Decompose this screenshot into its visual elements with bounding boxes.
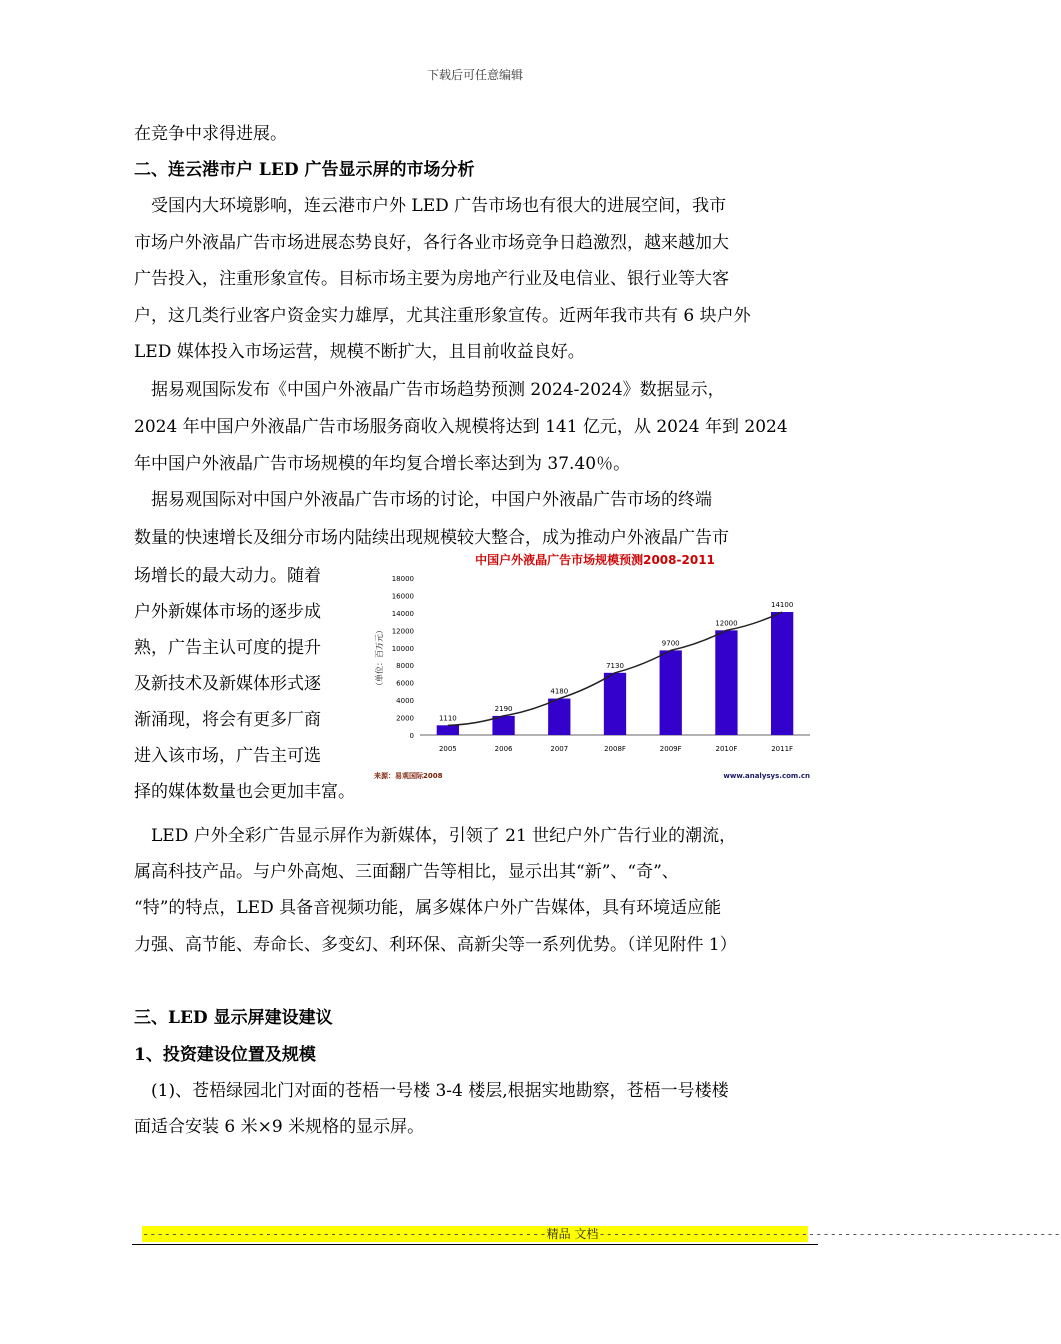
- chart-y-axis-label: （单位：百万元）: [375, 626, 384, 690]
- chart-bar: [715, 630, 737, 735]
- text-line: 据易观国际发布《中国户外液晶广告市场趋势预测 2024-2024》数据显示，: [134, 380, 725, 400]
- chart-x-tick-label: 2009F: [659, 745, 682, 753]
- chart-data-label: 2190: [494, 704, 513, 713]
- wrap-text-line: 场增长的最大动力。随着: [134, 566, 321, 586]
- chart-y-tick-label: 8000: [396, 662, 414, 671]
- chart-x-tick-label: 2005: [438, 745, 457, 753]
- chart-bar: [548, 699, 570, 735]
- subsection-heading: 1、投资建设位置及规模: [134, 1045, 316, 1065]
- text-line: 户，这几类行业客户资金实力雄厚，尤其注重形象宣传。近两年我市共有 6 块户外: [134, 306, 751, 326]
- chart-y-tick-label: 10000: [391, 644, 414, 653]
- wrap-text-line: 进入该市场，广告主可选: [134, 746, 321, 766]
- chart-y-tick-label: 16000: [391, 592, 414, 601]
- chart-website: www.analysys.com.cn: [723, 772, 810, 780]
- text-line: 面适合安装 6 米×9 米规格的显示屏。: [134, 1117, 425, 1137]
- chart-x-tick-label: 2007: [550, 745, 569, 753]
- chart-bar: [437, 725, 459, 735]
- section-heading: 三、LED 显示屏建设建议: [134, 1008, 333, 1028]
- chart-y-tick-label: 0: [409, 732, 414, 740]
- chart-data-label: 1110: [438, 714, 457, 723]
- chart-data-label: 12000: [715, 619, 738, 628]
- chart-bar: [604, 673, 626, 735]
- chart-x-tick-label: 2010F: [715, 745, 738, 753]
- text-line: 广告投入，注重形象宣传。目标市场主要为房地产行业及电信业、银行业等大客: [134, 269, 729, 289]
- footer-right-dashes: ----------------------------------------------------------------: [598, 1227, 1061, 1241]
- chart-data-label: 7130: [606, 661, 624, 670]
- text-line: “特”的特点，LED 具备音视频功能，属多媒体户外广告媒体，具有环境适应能: [134, 898, 722, 918]
- chart-y-tick-label: 4000: [396, 697, 414, 706]
- chart-bar: [771, 612, 793, 735]
- text-line: LED 媒体投入市场运营，规模不断扩大，且目前收益良好。: [134, 342, 585, 362]
- text-line: (1)、苍梧绿园北门对面的苍梧一号楼 3-4 楼层,根据实地勘察，苍梧一号楼楼: [134, 1081, 729, 1101]
- text-line: LED 户外全彩广告显示屏作为新媒体，引领了 21 世纪户外广告行业的潮流，: [134, 826, 737, 846]
- chart-y-tick-label: 6000: [396, 679, 414, 688]
- text-line: 在竞争中求得进展。: [134, 124, 287, 144]
- chart-title: 中国户外液晶广告市场规模预测2008-2011: [475, 553, 715, 567]
- section-heading: 二、连云港市户 LED 广告显示屏的市场分析: [134, 160, 475, 180]
- text-line: 2024 年中国户外液晶广告市场服务商收入规模将达到 141 亿元，从 2024 年到 2024: [134, 417, 788, 437]
- text-line: 力强、高节能、寿命长、多变幻、利环保、高新尖等一系列优势。（详见附件 1）: [134, 935, 737, 955]
- chart-bar: [660, 650, 682, 735]
- footer-rule: [132, 1244, 818, 1245]
- footer-banner: [142, 1226, 1061, 1242]
- text-line: 市场户外液晶广告市场进展态势良好，各行各业市场竞争日趋激烈，越来越加大: [134, 233, 729, 253]
- wrap-text-line: 渐涌现，将会有更多厂商: [134, 710, 321, 730]
- chart-y-tick-label: 12000: [391, 627, 414, 636]
- wrap-text-line: 熟，广告主认可度的提升: [134, 638, 321, 658]
- chart-y-tick-label: 2000: [396, 714, 414, 723]
- text-line: 数量的快速增长及细分市场内陆续出现规模较大整合，成为推动户外液晶广告市: [134, 528, 729, 548]
- wrap-text-line: 及新技术及新媒体形式逐: [134, 674, 321, 694]
- page-header-note: 下载后可任意编辑: [426, 68, 523, 82]
- footer-center-text: 精品 文档: [546, 1227, 599, 1241]
- text-line: 据易观国际对中国户外液晶广告市场的讨论，中国户外液晶广告市场的终端: [134, 490, 712, 510]
- chart-x-tick-label: 2011F: [771, 745, 794, 753]
- chart-x-tick-label: 2008F: [604, 745, 626, 753]
- market-size-chart: [370, 550, 820, 785]
- chart-y-tick-label: 14000: [391, 609, 414, 618]
- wrap-text-line: 户外新媒体市场的逐步成: [134, 602, 321, 622]
- text-line: 属高科技产品。与户外高炮、三面翻广告等相比，显示出其“新”、“奇”、: [134, 862, 679, 882]
- chart-data-label: 4180: [550, 687, 569, 696]
- chart-source: 来源：易观国际2008: [374, 772, 443, 780]
- text-line: 年中国户外液晶广告市场规模的年均复合增长率达到为 37.40％。: [134, 454, 631, 474]
- chart-data-label: 9700: [661, 639, 680, 648]
- chart-data-label: 14100: [771, 601, 794, 610]
- footer-left-dashes: --------------------------------------------------------: [142, 1227, 547, 1241]
- chart-x-tick-label: 2006: [494, 745, 513, 753]
- wrap-text-line: 择的媒体数量也会更加丰富。: [134, 782, 355, 802]
- text-line: 受国内大环境影响，连云港市户外 LED 广告市场也有很大的进展空间，我市: [134, 196, 727, 216]
- chart-y-tick-label: 18000: [391, 575, 414, 583]
